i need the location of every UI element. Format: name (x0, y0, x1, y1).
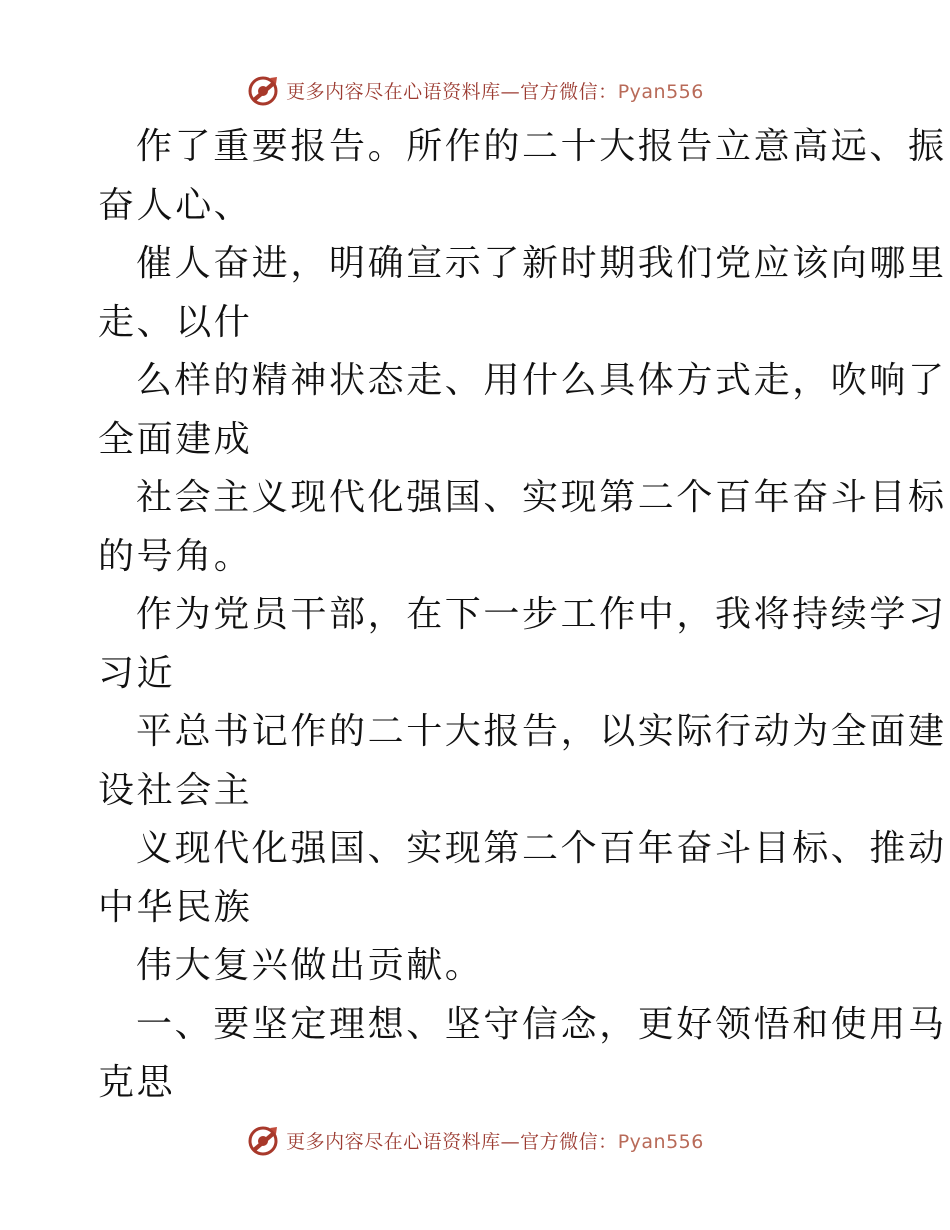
body-line: 作了重要报告。所作的二十大报告立意高远、振 (136, 126, 947, 167)
footer-watermark (0, 1120, 950, 1160)
watermark-text: 更多内容尽在心语资料库—官方微信：Pyan556 (286, 1130, 704, 1153)
body-line: 平总书记作的二十大报告，以实际行动为全面建 (136, 711, 947, 752)
body-line: 作为党员干部，在下一步工作中，我将持续学习 (136, 594, 947, 635)
body-line: 设社会主 (98, 769, 253, 811)
body-line: 一、要坚定理想、坚守信念，更好领悟和使用马 (136, 1003, 947, 1045)
brand-logo-icon (246, 73, 280, 107)
body-line: 伟大复兴做出贡献。 (136, 945, 484, 986)
document-body (98, 118, 947, 1113)
body-line: 习近 (98, 652, 176, 694)
body-line: 走、以什 (98, 301, 253, 343)
watermark-text: 更多内容尽在心语资料库—官方微信：Pyan556 (286, 80, 704, 103)
body-line: 克思 (98, 1062, 176, 1103)
header-watermark (0, 70, 950, 110)
body-line: 的号角。 (98, 535, 253, 577)
body-line: 么样的精神状态走、用什么具体方式走，吹响了 (136, 360, 947, 401)
body-line: 全面建成 (98, 418, 253, 460)
body-line: 中华民族 (98, 886, 253, 928)
body-line: 社会主义现代化强国、实现第二个百年奋斗目标 (136, 477, 947, 518)
brand-logo-icon (246, 1123, 280, 1157)
body-line: 奋人心、 (98, 184, 253, 226)
body-line: 催人奋进，明确宣示了新时期我们党应该向哪里 (136, 243, 947, 284)
body-line: 义现代化强国、实现第二个百年奋斗目标、推动 (136, 828, 947, 869)
